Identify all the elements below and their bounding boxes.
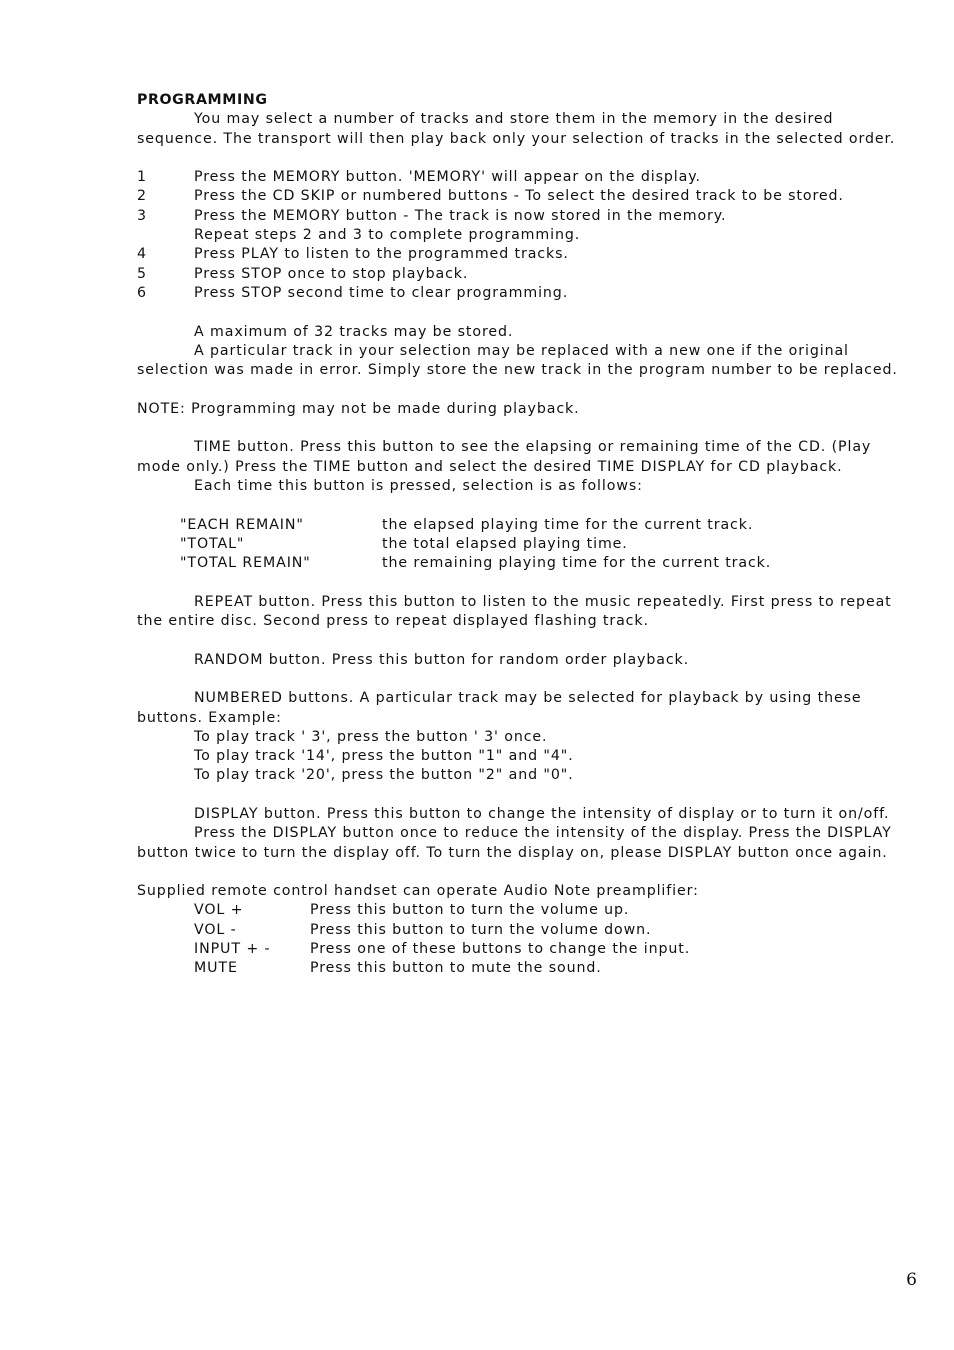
remote-button-row: VOL - Press this button to turn the volume down. [194, 921, 652, 938]
page-number: 6 [906, 1270, 917, 1290]
time-each-text: Each time this button is pressed, selection is as follows: [194, 477, 643, 494]
repeat-paragraph: REPEAT button. Press this button to listen to the music repeatedly. First press to repeat the entire disc. Second press to repeat displayed flashing track. [137, 593, 892, 630]
remote-button-row: MUTE Press this button to mute the sound. [194, 960, 602, 977]
remote-button-row: VOL + Press this button to turn the volume up. [194, 902, 630, 919]
intro-paragraph: You may select a number of tracks and store them in the memory in the desired sequence. The transport will then play back only your selection of tracks in the selected order. [137, 111, 896, 147]
example-line: To play track ' 3', press the button ' 3' once. [194, 728, 548, 745]
remote-button-row: INPUT + - Press one of these buttons to change the input. [194, 941, 691, 958]
remote-buttons-table [137, 901, 912, 978]
step-item: 3 Press the MEMORY button - The track is now stored in the memory. [137, 207, 727, 224]
step-item: 4 Press PLAY to listen to the programmed tracks. [137, 246, 569, 263]
time-mode-row: "TOTAL REMAIN" the remaining playing time for the current track. [180, 555, 772, 572]
step-item: Repeat steps 2 and 3 to complete programming. [194, 227, 581, 244]
example-line: To play track '20', press the button "2" and "0". [194, 767, 574, 784]
step-item: 1 Press the MEMORY button. 'MEMORY' will appear on the display. [137, 169, 701, 186]
display-paragraph-2: Press the DISPLAY button once to reduce the intensity of the display. Press the DISPLAY button twice to turn the display off. To turn the display on, please DISPLAY button once again. [137, 825, 892, 861]
display-paragraph: DISPLAY button. Press this button to change the intensity of display or to turn it on/off. [194, 805, 890, 822]
step-item: 5 Press STOP once to stop playback. [137, 265, 469, 282]
section-heading: PROGRAMMING [137, 92, 268, 108]
step-item: 2 Press the CD SKIP or numbered buttons - To select the desired track to be stored. [137, 188, 844, 205]
time-mode-row: "EACH REMAIN" the elapsed playing time for the current track. [180, 516, 754, 533]
random-paragraph: RANDOM button. Press this button for random order playback. [194, 651, 690, 668]
note-text: NOTE: Programming may not be made during playback. [137, 400, 580, 417]
time-paragraph: TIME button. Press this button to see the elapsing or remaining time of the CD. (Play mode only.) Press the TIME button and select the desired TIME DISPLAY for CD playback. [137, 439, 872, 475]
remote-intro-text: Supplied remote control handset can operate Audio Note preamplifier: [137, 883, 699, 900]
step-item: 6 Press STOP second time to clear programming. [137, 284, 569, 301]
time-modes-table [137, 516, 912, 574]
example-line: To play track '14', press the button "1" and "4". [194, 748, 574, 765]
replace-paragraph: A particular track in your selection may be replaced with a new one if the original selection was made in error. Simply store the new track in the program number to be replaced. [137, 342, 898, 379]
max-tracks-text: A maximum of 32 tracks may be stored. [194, 323, 514, 340]
manual-page [137, 91, 912, 979]
time-mode-row: "TOTAL" the total elapsed playing time. [180, 535, 628, 552]
steps-list [137, 168, 912, 303]
numbered-paragraph: NUMBERED buttons. A particular track may be selected for playback by using these buttons. Example: [137, 690, 862, 726]
